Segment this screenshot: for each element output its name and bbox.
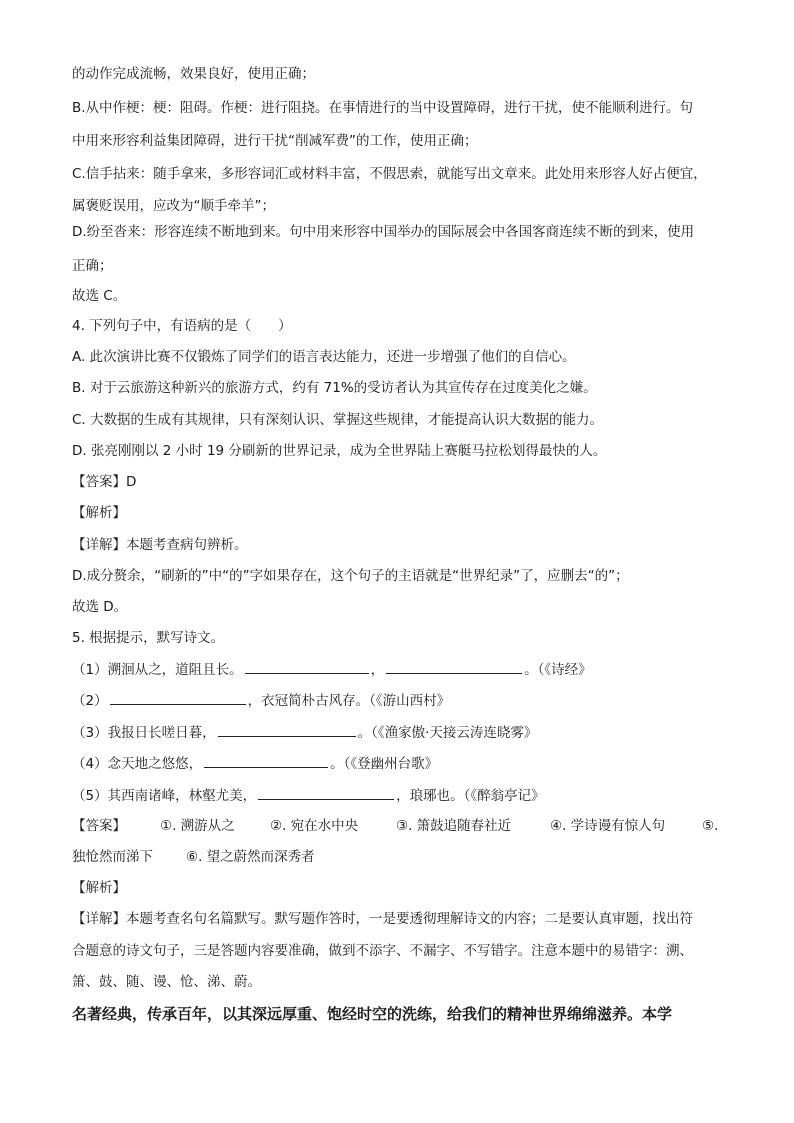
analysis-label: 【解析】 bbox=[72, 880, 126, 896]
answer-blank[interactable] bbox=[218, 722, 356, 737]
answer-blank[interactable] bbox=[110, 690, 246, 705]
detail-text: 箫、鼓、随、谩、怆、涕、蔚。 bbox=[72, 974, 261, 990]
poem-item-4: （4）念天地之悠悠， 。（《登幽州台歌》 bbox=[72, 753, 438, 774]
question-4: 4. 下列句子中，有语病的是（ ） bbox=[72, 318, 292, 334]
option-d: D. 张亮刚刚以 2 小时 19 分刷新的世界记录，成为全世界陆上赛艇马拉松划得最快的人。 bbox=[72, 443, 607, 459]
poem-item-2: （2） ，衣冠简朴古风存。（《游山西村》 bbox=[72, 690, 450, 711]
answer-5-number: ⑤. bbox=[702, 818, 719, 834]
answer-blank[interactable] bbox=[245, 659, 369, 674]
text-line: 中用来形容利益集团障碍，进行干扰“削减军费”的工作，使用正确； bbox=[72, 133, 478, 149]
text-line: 正确； bbox=[72, 258, 113, 274]
answer-3: ③. 箫鼓追随春社近 bbox=[396, 818, 512, 834]
poem-item-3: （3）我报日长嗟日暮， 。（《渔家傲·天接云涛连晓雾》 bbox=[72, 722, 537, 743]
option-c: C. 大数据的生成有其规律，只有深刻认识、掌握这些规律，才能提高认识大数据的能力。 bbox=[72, 412, 604, 428]
question-5: 5. 根据提示，默写诗文。 bbox=[72, 630, 225, 646]
bold-intro: 名著经典，传承百年，以其深远厚重、饱经时空的洗练，给我们的精神世界绵绵滋养。本学 bbox=[72, 1005, 673, 1023]
answer-blank[interactable] bbox=[386, 659, 522, 674]
answer-blank[interactable] bbox=[258, 785, 394, 800]
answer-blank[interactable] bbox=[204, 753, 328, 768]
choice-text: 故选 D。 bbox=[72, 599, 128, 615]
option-a: A. 此次演讲比赛不仅锻炼了同学们的语言表达能力，还进一步增强了他们的自信心。 bbox=[72, 349, 576, 365]
answer-4: ④. 学诗谩有惊人句 bbox=[550, 818, 666, 834]
answer-2: ②. 宛在水中央 bbox=[270, 818, 359, 834]
detail-text: 合题意的诗文句子，三是答题内容要准确，做到不添字、不漏字、不写错字。注意本题中的易错字：溯、 bbox=[72, 943, 693, 959]
answer-1: ①. 溯游从之 bbox=[160, 818, 235, 834]
answer-label: 【答案】 bbox=[72, 818, 126, 834]
detail-text: 【详解】本题考查病句辨析。 bbox=[72, 537, 248, 553]
text-line: B.从中作梗：梗：阻碍。作梗：进行阻挠。在事情进行的当中设置障碍，进行干扰，使不能顺利进行。句 bbox=[72, 100, 694, 116]
explanation-text: D.成分赘余，“刷新的”中“的”字如果存在，这个句子的主语就是“世界纪录”了，应删去“的”； bbox=[72, 568, 629, 584]
text-line: 的动作完成流畅，效果良好，使用正确； bbox=[72, 66, 315, 82]
text-line: 故选 C。 bbox=[72, 288, 127, 304]
answer-5: 独怆然而涕下 bbox=[72, 849, 153, 865]
analysis-label: 【解析】 bbox=[72, 505, 126, 521]
text-line: D.纷至沓来：形容连续不断地到来。句中用来形容中国举办的国际展会中各国客商连续不断的到来，使用 bbox=[72, 224, 695, 240]
detail-text: 【详解】本题考查名句名篇默写。默写题作答时，一是要透彻理解诗文的内容；二是要认真审题，找出符 bbox=[72, 911, 693, 927]
answer-label: 【答案】D bbox=[72, 474, 137, 490]
poem-item-1: （1）溯洄从之，道阻且长。 ， 。（《诗经》 bbox=[72, 659, 592, 680]
option-b: B. 对于云旅游这种新兴的旅游方式，约有 71%的受访者认为其宣传存在过度美化之嫌。 bbox=[72, 380, 597, 396]
poem-item-5: （5）其西南诸峰，林壑尤美， ，琅琊也。（《醉翁亭记》 bbox=[72, 785, 545, 806]
text-line: C.信手拈来：随手拿来，多形容词汇或材料丰富，不假思索，就能写出文章来。此处用来形容人好占便宜， bbox=[72, 166, 707, 182]
answer-6: ⑥. 望之蔚然而深秀者 bbox=[186, 849, 315, 865]
text-line: 属褒贬误用，应改为“顺手牵羊”； bbox=[72, 198, 275, 214]
